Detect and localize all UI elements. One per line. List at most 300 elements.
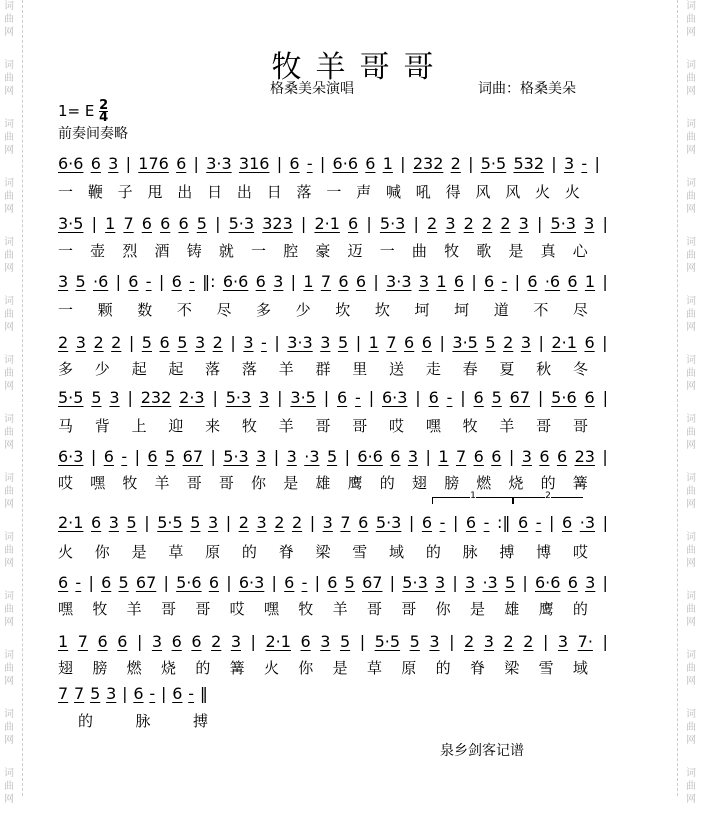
watermark-char: 词 [4, 591, 14, 602]
note: 5·3 [550, 213, 576, 233]
note: 3 [322, 512, 333, 532]
watermark-char: 网 [4, 499, 14, 510]
note: 6 [58, 572, 69, 592]
note: 3 [106, 683, 117, 703]
lyric-char: 梁 [504, 658, 520, 677]
lyric-char: 背 [94, 416, 110, 435]
lyric-char: 群 [315, 359, 331, 378]
watermark-char: 曲 [4, 14, 14, 25]
lyric-char: 风 [475, 182, 491, 201]
lyric-char: 数 [137, 300, 153, 319]
lyric-char: 一 [251, 241, 267, 260]
lyric-char: 脉 [135, 711, 151, 730]
note: 5 [141, 332, 152, 352]
watermark-char: 网 [686, 499, 696, 510]
watermark-char: 网 [686, 617, 696, 628]
watermark-char: 词 [4, 1, 14, 12]
lyric-char: 夏 [499, 359, 515, 378]
lyric-char: 雄 [504, 599, 520, 618]
note: 3 [585, 572, 596, 592]
barline: | [273, 446, 280, 466]
lyric-char: 哥 [195, 599, 211, 618]
notation-row [58, 270, 608, 292]
lyrics-row [58, 541, 588, 561]
lyric-char: 哎 [572, 542, 588, 561]
note: ·6 [93, 271, 109, 291]
barline: | [514, 271, 520, 291]
notation-row [58, 331, 608, 353]
note: - [189, 271, 195, 291]
notation-row [58, 511, 608, 533]
watermark-char: 网 [4, 794, 14, 805]
lyric-char: 尽 [572, 300, 588, 319]
note: 6·6 [222, 271, 249, 291]
lyric-char: 域 [389, 542, 405, 561]
note: ·3 [304, 446, 320, 466]
lyric-char: 坷 [414, 300, 430, 319]
watermark-char: 词 [686, 296, 696, 307]
barline: | [594, 153, 600, 173]
note: 6 [539, 446, 550, 466]
note: 3·5 [452, 332, 478, 352]
note: 6 [172, 683, 183, 703]
lyric-char: 火 [564, 182, 580, 201]
lyric-char: 多 [256, 300, 272, 319]
watermark-char: 词 [4, 768, 14, 779]
note: 5·3 [228, 213, 255, 233]
barline: | [250, 631, 256, 651]
watermark-char: 网 [686, 794, 696, 805]
note: 5 [326, 446, 338, 466]
note: 7 [58, 683, 69, 703]
note: 6 [300, 631, 311, 651]
note: 5 [491, 387, 502, 407]
note: 6 [473, 387, 484, 407]
barline: | [127, 387, 133, 407]
note: 6 [527, 271, 538, 291]
note: - [355, 387, 361, 407]
lyric-char: 羊 [126, 599, 142, 618]
note: 3 [207, 512, 219, 532]
lyric-char: 的 [540, 473, 556, 492]
lyric-char: 是 [469, 599, 485, 618]
barline: | [276, 153, 283, 173]
watermark-char: 词 [686, 1, 696, 12]
watermark-char: 曲 [686, 73, 696, 84]
lyric-char: 羊 [332, 599, 348, 618]
note: 5 [165, 446, 176, 466]
lyric-char: 嘿 [90, 473, 106, 492]
note: 1 [584, 271, 596, 291]
watermark-char: 曲 [686, 191, 696, 202]
note: 6 [556, 446, 568, 466]
watermark-char: 网 [4, 27, 14, 38]
note: 3 [109, 387, 120, 407]
notation-row [58, 445, 608, 467]
note: 6 [365, 153, 376, 173]
lyric-char: 是 [508, 241, 524, 260]
lyric-char: 心 [572, 241, 588, 260]
watermark-char: 词 [686, 591, 696, 602]
barline: | [161, 683, 167, 703]
barline: | [230, 332, 236, 352]
watermark-char: 曲 [686, 604, 696, 615]
note: 3 [520, 332, 532, 352]
watermark-char: 网 [686, 735, 696, 746]
lyric-char: 燃 [476, 473, 492, 492]
lyric-char: 春 [462, 359, 478, 378]
note: 3 [557, 631, 569, 651]
barline: | [319, 153, 326, 173]
note: 3·3 [206, 153, 232, 173]
note: 316 [238, 153, 270, 173]
watermark-char: 网 [4, 440, 14, 451]
note: 2·1 [58, 512, 84, 532]
watermark-char: 词 [4, 355, 14, 366]
note: 6 [171, 631, 182, 651]
lyric-char: 是 [283, 473, 299, 492]
barline: | [413, 213, 419, 233]
note: 2 [500, 213, 511, 233]
divider [22, 0, 23, 796]
barline: | [300, 213, 307, 233]
note: 3 [108, 153, 119, 173]
note: 5 [504, 572, 516, 592]
lyric-char: 你 [298, 658, 314, 677]
lyric-char: 翅 [58, 658, 74, 677]
lyric-char: 冬 [572, 359, 588, 378]
watermark-char: 词 [4, 709, 14, 720]
watermark-char: 曲 [4, 309, 14, 320]
lyric-char: 鹰 [538, 599, 554, 618]
barline: | [425, 446, 431, 466]
note: 3 [320, 332, 331, 352]
watermark-char: 词 [4, 414, 14, 425]
watermark-char: 词 [686, 532, 696, 543]
lyric-char: 火 [263, 658, 279, 677]
watermark-char: 网 [686, 440, 696, 451]
note: 6 [103, 446, 114, 466]
ending-2: 2 [512, 497, 583, 504]
note: ·3 [482, 572, 498, 592]
note: 23 [574, 446, 595, 466]
watermark-char: 词 [686, 768, 696, 779]
watermark-char: 曲 [686, 781, 696, 792]
lyric-char: 哥 [315, 416, 331, 435]
note: 6 [584, 332, 595, 352]
note: 1 [105, 213, 116, 233]
note: - [501, 271, 508, 291]
note: 6 [484, 271, 495, 291]
barline: | [452, 512, 459, 532]
watermark-char: 曲 [4, 191, 14, 202]
lyric-char: 你 [251, 473, 267, 492]
lyric-char: 迎 [168, 416, 184, 435]
watermark-char: 网 [4, 735, 14, 746]
lyric-char: 膀 [444, 473, 460, 492]
lyric-char: 的 [241, 542, 257, 561]
notation-row [58, 630, 608, 652]
lyric-char: 风 [505, 182, 521, 201]
note: - [261, 332, 267, 352]
note: 1 [436, 271, 447, 291]
lyric-char: 里 [352, 359, 368, 378]
watermark-char: 词 [4, 178, 14, 189]
barline: | [602, 446, 608, 466]
note: 5·3 [402, 572, 428, 592]
lyric-char: 牧 [444, 241, 460, 260]
watermark-char: 曲 [4, 663, 14, 674]
key-signature [58, 100, 108, 123]
note: 6 [128, 271, 139, 291]
note: 3·5 [290, 387, 316, 407]
note: 6 [348, 213, 359, 233]
note: 6·6 [357, 446, 383, 466]
lyric-char: 出 [177, 182, 193, 201]
barline: | [468, 153, 474, 173]
note: 5·5 [374, 631, 401, 651]
note: 6 [208, 572, 219, 592]
lyric-char: 烧 [508, 473, 524, 492]
note: 6 [338, 271, 349, 291]
note: 7· [577, 631, 593, 651]
watermark-char: 网 [4, 322, 14, 333]
lyric-char: 搏 [499, 542, 515, 561]
lyric-char: 秋 [536, 359, 552, 378]
lyrics-row [58, 181, 580, 201]
barline: | [522, 572, 528, 592]
note: 2 [58, 332, 69, 352]
barline: | [359, 631, 366, 651]
note: 6·6 [332, 153, 358, 173]
watermark-char: 曲 [4, 368, 14, 379]
note: 3 [194, 332, 206, 352]
watermark-char: 词 [4, 650, 14, 661]
note: 5 [190, 512, 201, 532]
note: 6 [465, 512, 477, 532]
barline: | [193, 153, 199, 173]
lyric-char: 哎 [389, 416, 405, 435]
lyric-char: 起 [131, 359, 147, 378]
barline: | [602, 387, 608, 407]
lyric-char: 脉 [462, 542, 478, 561]
watermark-char: 词 [686, 650, 696, 661]
notation-row [58, 212, 608, 234]
lyric-char: 草 [366, 658, 382, 677]
note: 5 [485, 332, 496, 352]
lyric-char: 哎 [58, 473, 74, 492]
watermark-char: 曲 [686, 132, 696, 143]
lyrics-row [58, 299, 588, 319]
lyric-char: 迈 [347, 241, 363, 260]
barline: | [389, 572, 396, 592]
lyric-char: 烈 [122, 241, 138, 260]
watermark-char: 曲 [4, 781, 14, 792]
lyric-char: 嘿 [425, 416, 441, 435]
note: 6·3 [381, 387, 408, 407]
note: 2 [463, 213, 474, 233]
transcriber-credit: 泉乡剑客记谱 [440, 743, 524, 759]
lyric-char: 哎 [229, 599, 245, 618]
lyric-char: 出 [236, 182, 252, 201]
barline: | [125, 153, 132, 173]
watermark-char: 网 [4, 263, 14, 274]
barline: ‖: [202, 271, 216, 291]
barline: | [551, 153, 557, 173]
note: 3 [483, 631, 494, 651]
note: 1 [58, 631, 69, 651]
note: - [145, 271, 152, 291]
watermark-char: 词 [4, 119, 14, 130]
lyric-char: 不 [176, 300, 192, 319]
watermark-char: 曲 [686, 663, 696, 674]
barline: | [602, 631, 608, 651]
note: 176 [138, 153, 169, 173]
note: 6 [141, 213, 152, 233]
lyric-char: 落 [241, 359, 257, 378]
barline: | [449, 631, 455, 651]
barline: | [210, 446, 216, 466]
lyric-char: 嘿 [58, 599, 74, 618]
lyric-char: 落 [296, 182, 312, 201]
note: 3 [584, 213, 595, 233]
watermark-char: 曲 [4, 73, 14, 84]
note: 5 [91, 387, 102, 407]
singer: 格桑美朵演唱 [270, 81, 354, 97]
note: ·6 [544, 271, 561, 291]
note: 2 [523, 631, 534, 651]
note: 7 [340, 512, 351, 532]
lyric-char: 哥 [160, 599, 176, 618]
lyric-char: 羊 [278, 416, 294, 435]
intro-note: 前奏间奏略 [58, 126, 128, 142]
divider [677, 0, 678, 796]
note: 6 [255, 271, 266, 291]
lyric-char: 坎 [374, 300, 390, 319]
barline: | [460, 387, 466, 407]
watermark-char: 曲 [686, 427, 696, 438]
lyric-char: 马 [58, 416, 74, 435]
note: 3 [429, 631, 440, 651]
barline: | [408, 512, 415, 532]
lyric-char: 歌 [476, 241, 492, 260]
note: 6 [289, 153, 300, 173]
watermark-char: 词 [4, 60, 14, 71]
note: 5·5 [157, 512, 183, 532]
note: 6 [90, 153, 101, 173]
lyric-char: 曲 [411, 241, 427, 260]
note: 3 [151, 631, 163, 651]
composer: 词曲：格桑美朵 [478, 81, 576, 97]
barline: | [225, 512, 232, 532]
note: 5 [409, 631, 420, 651]
note: 6 [171, 271, 182, 291]
note: 3·5 [58, 213, 84, 233]
barline: | [226, 572, 232, 592]
barline: | [144, 512, 150, 532]
note: 6 [284, 572, 295, 592]
note: - [301, 572, 308, 592]
barline: | [212, 387, 218, 407]
notation-row [58, 571, 608, 593]
lyrics-row [58, 657, 588, 677]
barline: | [274, 332, 280, 352]
note: 6 [97, 631, 108, 651]
lyric-char: 哥 [218, 473, 234, 492]
lyric-char: 一 [58, 241, 74, 260]
lyric-char: 鞭 [87, 182, 103, 201]
lyric-char: 燃 [126, 658, 142, 677]
barline: | [122, 683, 128, 703]
note: 6·3 [58, 446, 84, 466]
note: 3 [256, 446, 267, 466]
lyric-char: 鹰 [347, 473, 363, 492]
watermark-char: 词 [686, 473, 696, 484]
note: - [149, 683, 156, 703]
lyrics-row [58, 358, 588, 378]
note: 3 [58, 271, 69, 291]
lyric-char: 牧 [241, 416, 257, 435]
note: 6 [473, 446, 484, 466]
note: 6 [327, 572, 338, 592]
lyric-char: 是 [332, 658, 348, 677]
lyric-char: 来 [205, 416, 221, 435]
note: 2·1 [551, 332, 577, 352]
time-signature: $\frac{2}{4}$ [99, 98, 109, 125]
watermark-char: 网 [4, 676, 14, 687]
lyric-char: 一 [58, 300, 74, 319]
barline: | [400, 153, 406, 173]
lyric-char: 羊 [499, 416, 515, 435]
note: - [121, 446, 128, 466]
notation-row [58, 386, 608, 408]
note: 67 [135, 572, 157, 592]
watermark-char: 网 [686, 322, 696, 333]
watermark-char: 网 [4, 558, 14, 569]
note: 67 [362, 572, 383, 592]
lyric-char: 豪 [315, 241, 331, 260]
note: 2 [212, 332, 223, 352]
barline: | [602, 213, 608, 233]
lyric-char: 你 [435, 599, 451, 618]
note: 6 [517, 512, 529, 532]
watermark-char: 网 [686, 263, 696, 274]
lyric-char: 雪 [352, 542, 368, 561]
note: 2 [274, 512, 285, 532]
note: 3 [243, 332, 254, 352]
lyric-char: 尽 [216, 300, 232, 319]
lyric-char: 你 [94, 542, 110, 561]
note: 5 [344, 572, 355, 592]
lyric-char: 的 [78, 711, 94, 730]
barline: | [471, 271, 477, 291]
note: - [581, 153, 588, 173]
note: 2·1 [314, 213, 340, 233]
note: 6 [101, 572, 112, 592]
lyric-char: 火 [535, 182, 551, 201]
note: 2·1 [265, 631, 291, 651]
barline: | [537, 387, 544, 407]
lyric-char: 少 [295, 300, 311, 319]
note: 67 [182, 446, 203, 466]
note: 3 [445, 213, 456, 233]
barline: | [344, 446, 350, 466]
lyric-char: 的 [425, 542, 441, 561]
watermark-char: 网 [686, 27, 696, 38]
lyric-char: 铸 [186, 241, 202, 260]
watermark-char: 曲 [4, 545, 14, 556]
note: - [188, 683, 195, 703]
